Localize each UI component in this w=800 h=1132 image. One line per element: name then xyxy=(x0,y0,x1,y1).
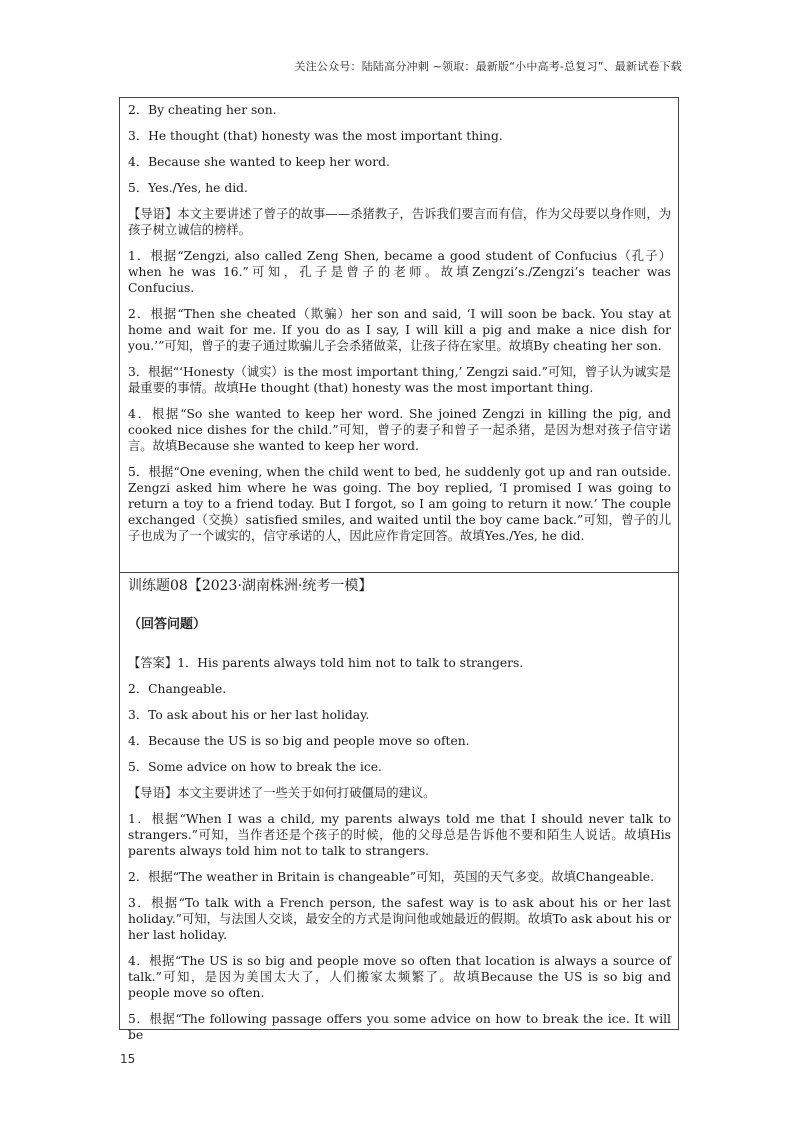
answer-line: 2．Changeable. xyxy=(128,682,227,696)
explanation-paragraph: 5．根据“One evening, when the child went to bed, he suddenly got up and ran outside. Zengzi asked him where he was going. The boy replied, ‘I promised I was going to return a toy to a friend today. But I forgot, so I am going to return it now.’ The couple exchanged（交换）satisfied smiles, and waited until the boy came back.”可知，曾子的儿子也成为了一个诚实的，信守承诺的人，因此应作肯定回答。故填Yes./Yes, he did. xyxy=(128,465,671,543)
answer-box-exercise-08 xyxy=(119,572,679,1042)
answer-line: 2．By cheating her son. xyxy=(128,103,277,117)
exercise-title: 训练题08【2023·湖南株洲·统考一模】 xyxy=(128,578,373,594)
answer-line: 4．Because she wanted to keep her word. xyxy=(128,155,390,169)
explanation-paragraph: 4．根据“So she wanted to keep her word. She joined Zengzi in killing the pig, and cooked nice dishes for the child.”可知，曾子的妻子和曾子一起杀猪，是因为想对孩子信守诺言。故填Because she wanted to keep her word. xyxy=(128,407,671,453)
explanation-paragraph: 4．根据“The US is so big and people move so often that location is always a source of talk.”可知，是因为美国太大了，人们搬家太频繁了。故填Because the US is so big and people move so often. xyxy=(128,954,671,1000)
answer-line: 4．Because the US is so big and people move so often. xyxy=(128,734,470,748)
answer-line: 5．Yes./Yes, he did. xyxy=(128,181,248,195)
explanation-paragraph: 1．根据“Zengzi, also called Zeng Shen, became a good student of Confucius（孔子）when he was 16.”可知，孔子是曾子的老师。故填Zengzi’s./Zengzi’s teacher was Confucius. xyxy=(128,249,671,295)
guide-paragraph: 【导语】本文主要讲述了曾子的故事——杀猪教子，告诉我们要言而有信，作为父母要以身作则，为孩子树立诚信的榜样。 xyxy=(128,207,671,237)
exercise-subtitle: （回答问题） xyxy=(128,617,207,632)
guide-paragraph: 【导语】本文主要讲述了一些关于如何打破僵局的建议。 xyxy=(128,786,436,800)
answer-line: 3．To ask about his or her last holiday. xyxy=(128,708,370,722)
explanation-paragraph: 3．根据“To talk with a French person, the safest way is to ask about his or her last holiday.”可知，与法国人交谈，最安全的方式是询问他或她最近的假期。故填To ask about his or her last holiday. xyxy=(128,896,671,942)
explanation-paragraph: 5．根据“The following passage offers you some advice on how to break the ice. It will be xyxy=(128,1012,671,1042)
page-number: 15 xyxy=(120,1052,136,1066)
explanation-paragraph: 2．根据“Then she cheated（欺骗）her son and said, ‘I will soon be back. You stay at home and wait for me. If you do as I say, I will kill a pig and make a nice dish for you.’”可知，曾子的妻子通过欺骗儿子会杀猪做菜，让孩子待在家里。故填By cheating her son. xyxy=(128,307,671,353)
explanation-paragraph: 3．根据“‘Honesty（诚实）is the most important thing,’ Zengzi said.”可知，曾子认为诚实是最重要的事情。故填He thought (that) honesty was the most important thing. xyxy=(128,365,671,395)
answer-line: 5．Some advice on how to break the ice. xyxy=(128,760,382,774)
answer-line: 3．He thought (that) honesty was the most important thing. xyxy=(128,129,503,143)
answer-box-previous xyxy=(119,97,679,573)
page-header: 关注公众号：陆陆高分冲刺 ~领取：最新版“小中高考-总复习”、最新试卷下载 xyxy=(294,60,682,73)
answer-line: 【答案】1．His parents always told him not to talk to strangers. xyxy=(128,656,524,670)
explanation-paragraph: 2．根据“The weather in Britain is changeable”可知，英国的天气多变。故填Changeable. xyxy=(128,870,654,884)
explanation-paragraph: 1．根据“When I was a child, my parents always told me that I should never talk to strangers.”可知，当作者还是个孩子的时候，他的父母总是告诉他不要和陌生人说话。故填His parents always told him not to talk to strangers. xyxy=(128,812,671,858)
